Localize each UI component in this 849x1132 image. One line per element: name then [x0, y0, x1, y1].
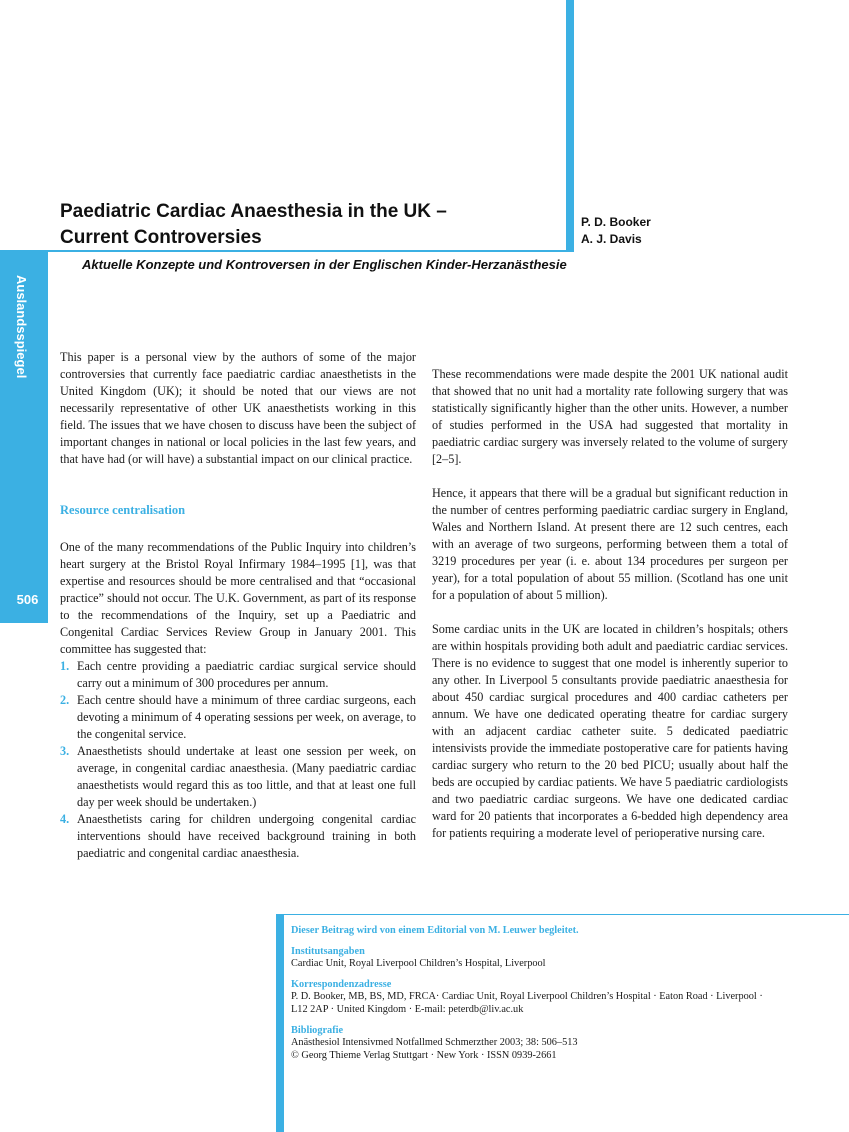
- correspondence-line-2: L12 2AP · United Kingdom · E-mail: peterdb@liv.ac.uk: [291, 1003, 524, 1015]
- section-label: Auslandsspiegel: [14, 275, 29, 379]
- list-item: [60, 811, 416, 862]
- list-text: Anaesthetists should undertake at least one session per week, on average, in congenital cardiac anaesthesia. (Many paediatric cardiac anaesthetists would regard this as too little, and that at least one full day per week should be undertaken.): [77, 744, 416, 809]
- title-rule: [0, 250, 574, 252]
- author-1: P. D. Booker: [581, 215, 651, 229]
- article-subtitle: Aktuelle Konzepte und Kontroversen in der Englischen Kinder-Herzanästhesie: [82, 257, 567, 272]
- bibliography-line-2: © Georg Thieme Verlag Stuttgart · New York · ISSN 0939-2661: [291, 1049, 557, 1061]
- author-2: A. J. Davis: [581, 232, 642, 246]
- list-item: [60, 658, 416, 692]
- body-paragraph: These recommendations were made despite the 2001 UK national audit that showed that no unit had a mortality rate following surgery that was statistically significantly higher than the other units. However, a number of studies performed in the USA had suggested that mortality in paediatric cardiac surgery was inversely related to the volume of surgery [2–5].: [432, 367, 788, 466]
- correspondence-line-1: P. D. Booker, MB, BS, MD, FRCA· Cardiac Unit, Royal Liverpool Children’s Hospital · Eaton Road · Liverpool ·: [291, 991, 763, 1003]
- bibliography-line-1: Anästhesiol Intensivmed Notfallmed Schmerzther 2003; 38: 506–513: [291, 1037, 578, 1049]
- institution-text: Cardiac Unit, Royal Liverpool Children’s Hospital, Liverpool: [291, 958, 546, 970]
- list-number: 2.: [60, 693, 70, 707]
- list-item: [60, 692, 416, 743]
- recommendation-list: [60, 658, 416, 862]
- title-line-1: Paediatric Cardiac Anaesthesia in the UK –: [60, 201, 447, 222]
- header-accent-bar: [566, 0, 574, 251]
- left-column: [60, 349, 416, 862]
- list-text: Each centre should have a minimum of three cardiac surgeons, each devoting a minimum of 4 operating sessions per week, on average, to the congenital service.: [77, 693, 416, 741]
- page-number: 506: [16, 592, 39, 607]
- body-paragraph: One of the many recommendations of the Public Inquiry into children’s heart surgery at the Bristol Royal Infirmary 1984–1995 [1], was that expertise and resources should be more centralised and that “occasional practice” should not occur. The U.K. Government, as part of its response to the recommendations of the Inquiry, set up a Paediatric and Congenital Cardiac Services Review Group in January 2001. This committee has suggested that:: [60, 540, 416, 656]
- body-paragraph: Hence, it appears that there will be a gradual but significant reduction in the number of centres performing paediatric cardiac surgery in England, Wales and Northern Island. At present there are 12 such centres, each with an average of two surgeons, performing between them a total of 3219 procedures per year (i. e. about 134 procedures per surgeon per year), for a total population of about 55 million. (Scotland has one unit for a population of about 5 million).: [432, 486, 788, 602]
- list-text: Anaesthetists caring for children undergoing congenital cardiac interventions should have received background training in both paediatric and congenital cardiac anaesthesia.: [77, 812, 416, 860]
- title-line-2: Current Controversies: [60, 227, 262, 248]
- correspondence-heading: Korrespondenzadresse: [291, 978, 392, 990]
- institution-block: [291, 946, 849, 971]
- institution-heading: Institutsangaben: [291, 945, 365, 957]
- article-title: [60, 199, 560, 251]
- intro-paragraph: This paper is a personal view by the authors of some of the major controversies that currently face paediatric cardiac anaesthetists in the United Kingdom (UK); it should be noted that our views are not necessarily representative of other UK anaesthetists working in this field. The issues that we have chosen to discuss have been the subject of important changes in national or local policies in the last few years, and that have had (or will have) a substantial impact on our clinical practice.: [60, 350, 416, 466]
- list-number: 4.: [60, 812, 70, 826]
- body-paragraph: Some cardiac units in the UK are located in children’s hospitals; others are within hospitals providing both adult and paediatric cardiac services. There is no evidence to suggest that one model is inherently superior to any other. In Liverpool 5 consultants provide paediatric anaesthesia for about 450 cardiac surgical procedures and 400 cardiac catheters per annum. We have one dedicated operating theatre for cardiac surgery with an adjacent cardiac catheter suite. 5 dedicated paediatric intensivists provide the immediate postoperative care for patients having cardiac surgery who return to the 20 bed PICU; usually about half the beds are occupied by cardiac patients. We have 5 paediatric cardiologists and two paediatric cardiac surgeons. We have one dedicated cardiac ward for 20 patients that incorporates a 6-bedded high dependency area for patients requiring a moderate level of perioperative nursing care.: [432, 622, 788, 840]
- section-heading: Resource centralisation: [60, 503, 186, 517]
- editorial-note: Dieser Beitrag wird von einem Editorial von M. Leuwer begleitet.: [291, 925, 579, 936]
- bibliography-heading: Bibliografie: [291, 1024, 344, 1036]
- list-item: [60, 743, 416, 811]
- list-number: 3.: [60, 744, 70, 758]
- bibliography-block: [291, 1025, 849, 1063]
- author-list: [581, 214, 651, 248]
- right-column: [432, 366, 788, 842]
- list-number: 1.: [60, 659, 70, 673]
- article-info-box: [276, 914, 849, 1132]
- correspondence-block: [291, 979, 849, 1017]
- list-text: Each centre providing a paediatric cardiac surgical service should carry out a minimum of 300 procedures per annum.: [77, 659, 416, 690]
